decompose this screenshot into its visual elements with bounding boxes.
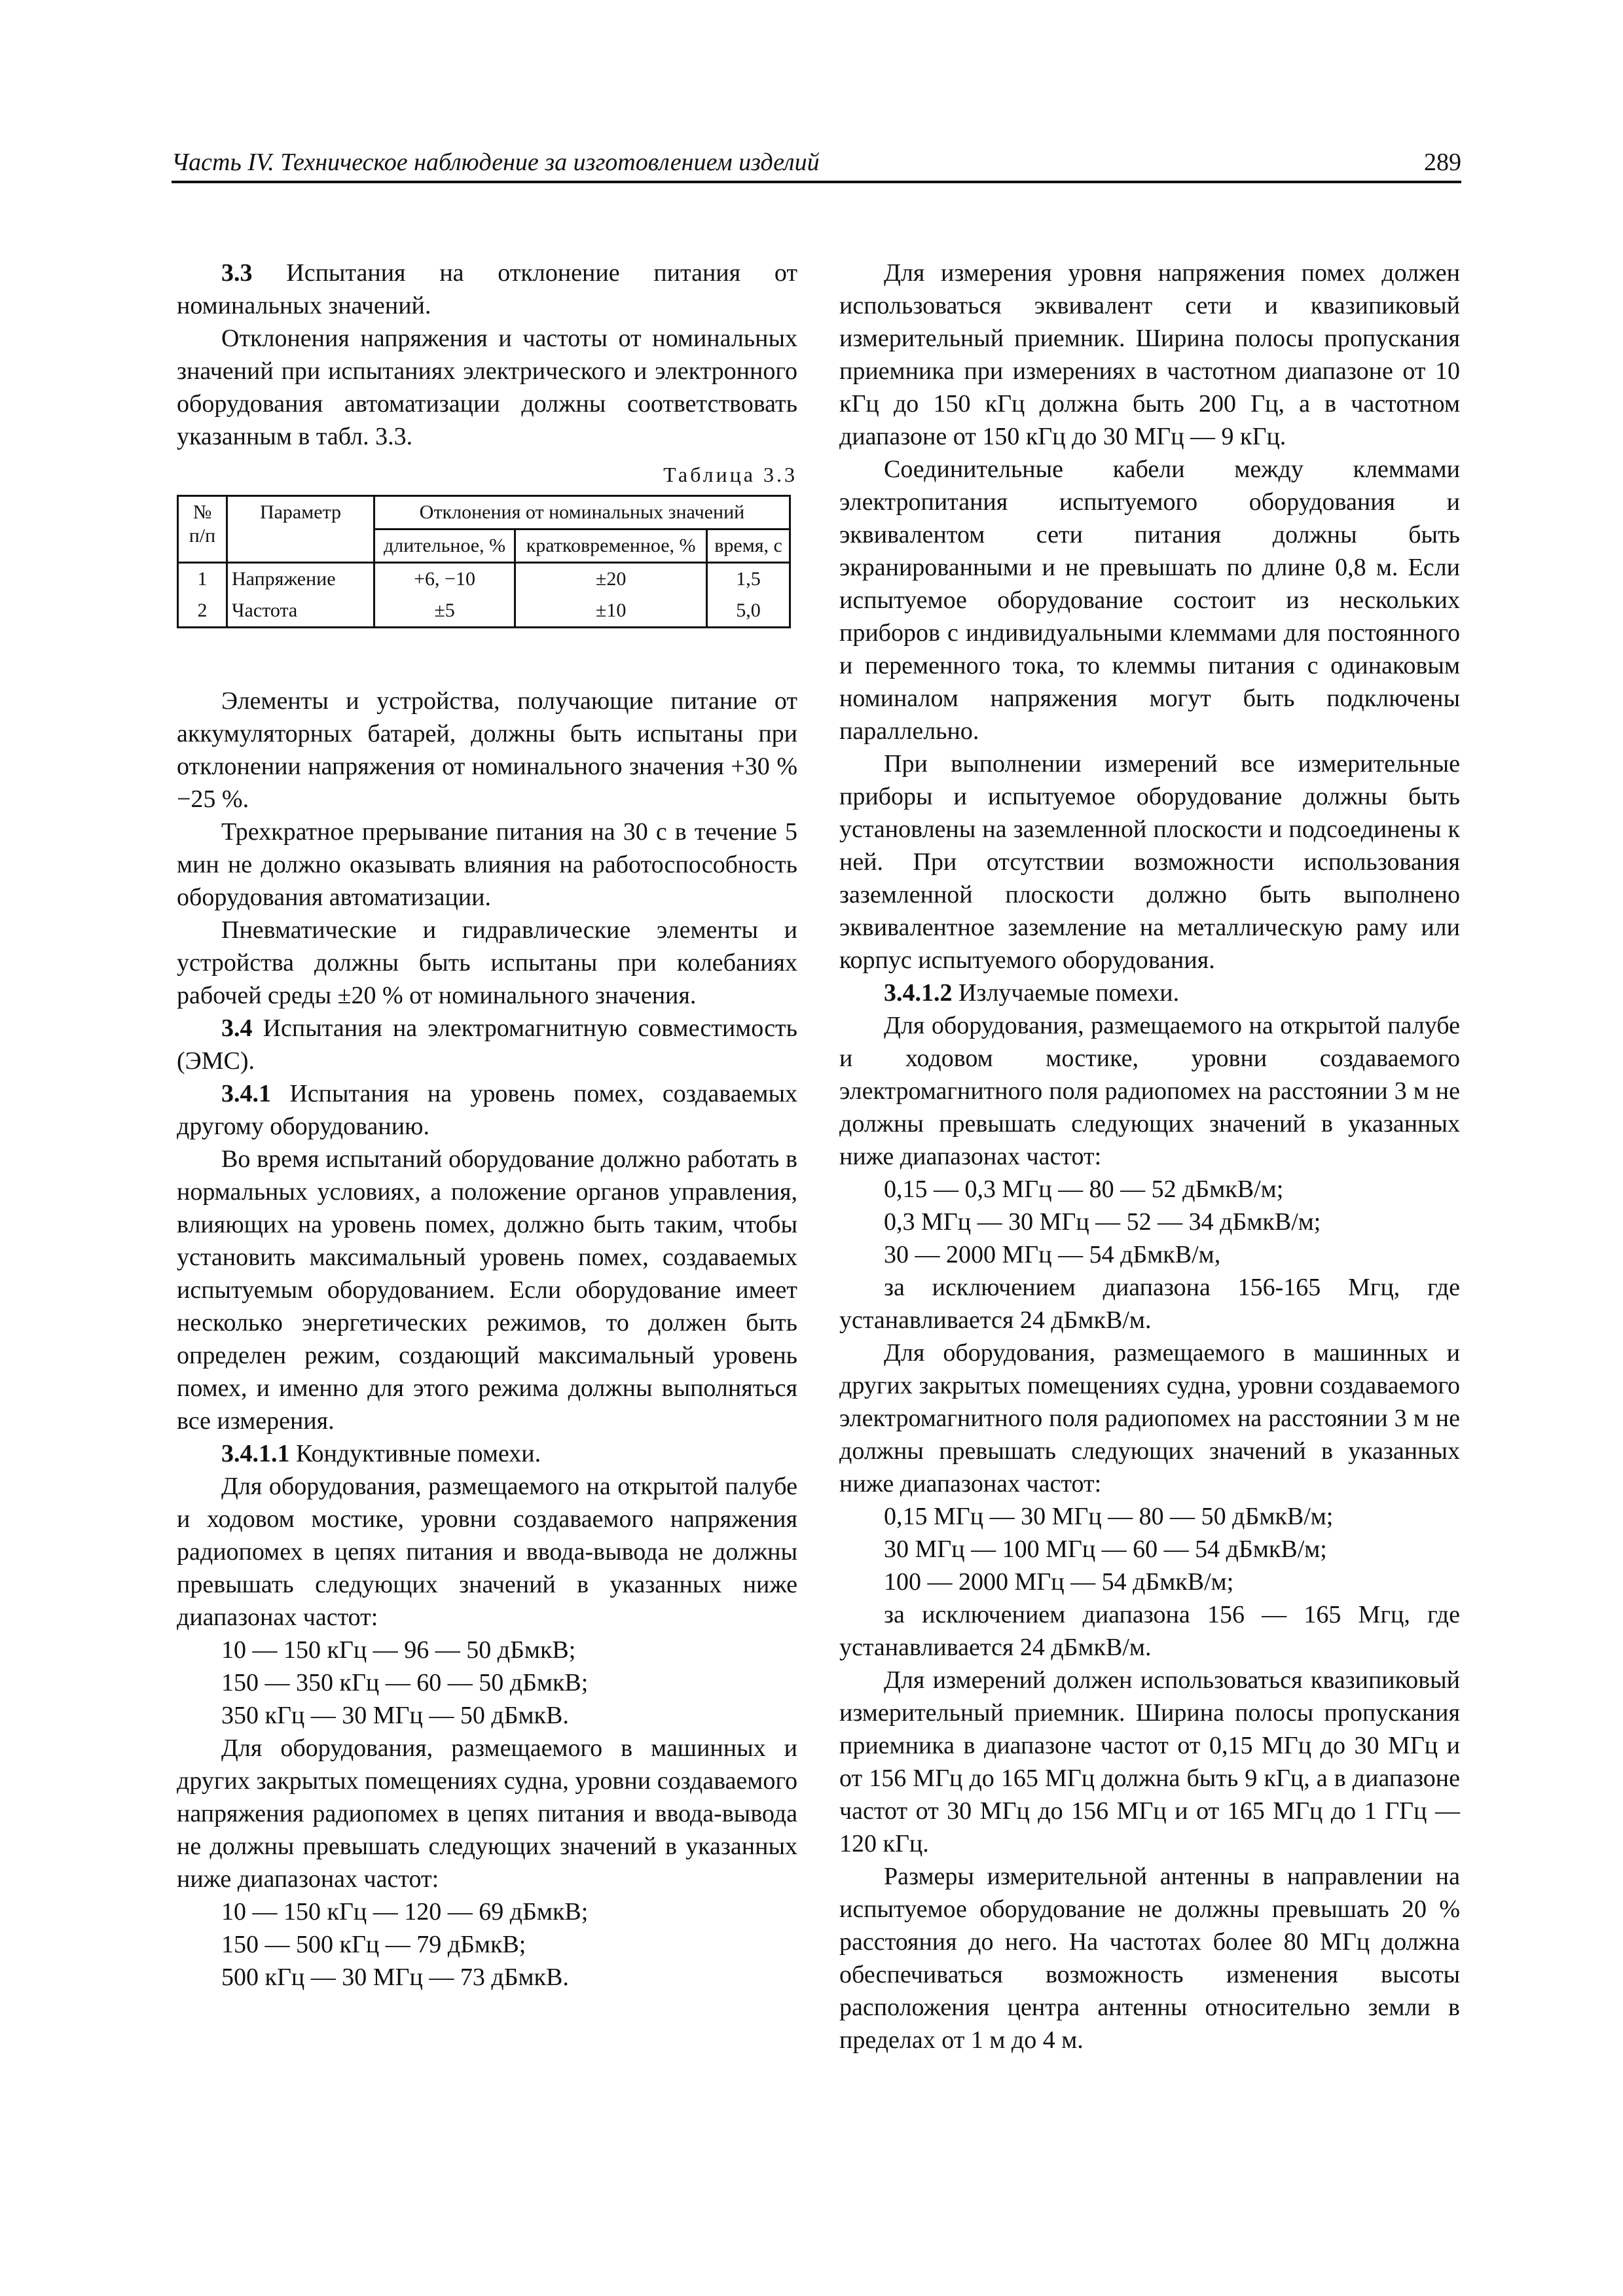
list-item: 150 — 500 кГц — 79 дБмкВ; [221, 1931, 526, 1958]
table-caption: Таблица 3.3 [663, 463, 797, 486]
paragraph: Для оборудования, размещаемого в машинных и других закрытых помещениях судна, уровни создаваемого напряжения радиопомех в цепях питания и ввода-вывода не должны превышать следующих значений в указанных ниже диапазонах частот: [177, 1734, 797, 1893]
list-item: 350 кГц — 30 МГц — 50 дБмкВ. [221, 1702, 569, 1729]
table-header-time: время, с [707, 529, 790, 563]
paragraph: При выполнении измерений все измерительные приборы и испытуемое оборудование должны быть установлены на заземленной плоскости и подсоединены к ней. При отсутствии возможности использования заземленной плоскости должно быть выполнено эквивалентное заземление на металлическую раму или корпус испытуемого оборудования. [839, 750, 1460, 974]
page-number: 289 [1424, 149, 1461, 176]
table-header-short: кратковременное, % [515, 529, 707, 563]
section-3-4-1-2-heading [839, 977, 1460, 1009]
section-3-4-heading [177, 1012, 797, 1077]
cell-long: ±5 [374, 595, 515, 628]
list-item: 150 — 350 кГц — 60 — 50 дБмкВ; [221, 1669, 589, 1696]
paragraph: Для измерений должен использоваться квазипиковый измерительный приемник. Ширина полосы пропускания приемника в диапазоне частот от 0,15 МГц до 30 МГц и от 156 МГц до 165 МГц должна быть 9 кГц, а в диапазоне частот от 30 МГц до 156 МГц и от 165 МГц до 1 ГГц — 120 кГц. [839, 1666, 1460, 1857]
section-number: 3.3 [221, 259, 253, 287]
section-title: Испытания на уровень помех, создаваемых другому оборудованию. [177, 1080, 797, 1140]
running-header [172, 143, 1461, 183]
cell-num: 1 [178, 563, 227, 596]
list-item: 10 — 150 кГц — 120 — 69 дБмкВ; [221, 1898, 589, 1926]
section-3-3-heading [177, 257, 797, 322]
list-item: 30 — 2000 МГц — 54 дБмкВ/м, [884, 1241, 1221, 1268]
section-title: Испытания на электромагнитную совместимость (ЭМС). [177, 1014, 797, 1075]
section-number: 3.4.1 [221, 1080, 271, 1107]
table-header-deviation: Отклонения от номинальных значений [374, 496, 790, 529]
list-item: 100 — 2000 МГц — 54 дБмкВ/м; [884, 1568, 1234, 1596]
cell-short: ±10 [515, 595, 707, 628]
list-item: 500 кГц — 30 МГц — 73 дБмкВ. [221, 1964, 569, 1991]
cell-long: +6, −10 [374, 563, 515, 596]
cell-time: 1,5 [707, 563, 790, 596]
paragraph: Для оборудования, размещаемого на открытой палубе и ходовом мостике, уровни создаваемого электромагнитного поля радиопомех на расстоянии 3 м не должны превышать следующих значений в указанных ниже диапазонах частот: [839, 1012, 1460, 1170]
section-number: 3.4.1.1 [221, 1440, 290, 1467]
list-item: 10 — 150 кГц — 96 — 50 дБмкВ; [221, 1636, 576, 1664]
section-title: Испытания на отклонение питания от номинальных значений. [177, 259, 797, 319]
paragraph: за исключением диапазона 156 — 165 Мгц, где устанавливается 24 дБмкВ/м. [839, 1601, 1460, 1661]
paragraph: Для оборудования, размещаемого в машинных и других закрытых помещениях судна, уровни создаваемого электромагнитного поля радиопомех на расстоянии 3 м не должны превышать следующих значений в указанных ниже диапазонах частот: [839, 1339, 1460, 1498]
list-item: 0,3 МГц — 30 МГц — 52 — 34 дБмкВ/м; [884, 1208, 1321, 1236]
paragraph: Размеры измерительной антенны в направлении на испытуемое оборудование не должны превышать 20 % расстояния до него. На частотах более 80 МГц должна обеспечиваться возможность изменения высоты расположения центра антенны относительно земли в пределах от 1 м до 4 м. [839, 1863, 1460, 2054]
paragraph: за исключением диапазона 156-165 Мгц, где устанавливается 24 дБмкВ/м. [839, 1274, 1460, 1334]
paragraph: Пневматические и гидравлические элементы и устройства должны быть испытаны при колебаниях рабочей среды ±20 % от номинального значения. [177, 916, 797, 1009]
table-row [178, 595, 790, 628]
cell-param: Напряжение [227, 563, 374, 596]
table-header-num: № п/п [178, 496, 227, 563]
paragraph: Элементы и устройства, получающие питание от аккумуляторных батарей, должны быть испытаны при отклонении напряжения от номинального значения +30 % −25 %. [177, 687, 797, 813]
paragraph: Соединительные кабели между клеммами электропитания испытуемого оборудования и эквивалентом сети питания должны быть экранированными и не превышать по длине 0,8 м. Если испытуемое оборудование состоит из нескольких приборов с индивидуальными клеммами для постоянного и переменного тока, то клеммы питания с одинаковым номиналом напряжения могут быть подключены параллельно. [839, 456, 1460, 745]
section-title: Излучаемые помехи. [952, 979, 1180, 1007]
cell-num: 2 [178, 595, 227, 628]
right-column [839, 257, 1460, 2056]
section-3-4-1-heading [177, 1077, 797, 1143]
cell-time: 5,0 [707, 595, 790, 628]
list-item: 30 МГц — 100 МГц — 60 — 54 дБмкВ/м; [884, 1535, 1327, 1563]
paragraph: Для оборудования, размещаемого на открытой палубе и ходовом мостике, уровни создаваемого напряжения радиопомех в цепях питания и ввода-вывода не должны превышать следующих значений в указанных ниже диапазонах частот: [177, 1473, 797, 1631]
table-row [178, 563, 790, 596]
paragraph: Для измерения уровня напряжения помех должен использоваться эквивалент сети и квазипиковый измерительный приемник. Ширина полосы пропускания приемника при измерениях в частотном диапазоне от 10 кГц до 150 кГц должна быть 200 Гц, а в частотном диапазоне от 150 кГц до 30 МГц — 9 кГц. [839, 259, 1460, 450]
section-number: 3.4.1.2 [884, 979, 953, 1007]
deviation-table [177, 495, 791, 628]
paragraph: Отклонения напряжения и частоты от номинальных значений при испытаниях электрического и электронного оборудования автоматизации должны соответствовать указанным в табл. 3.3. [177, 325, 797, 450]
list-item: 0,15 МГц — 30 МГц — 80 — 50 дБмкВ/м; [884, 1503, 1334, 1530]
table-header-long: длительное, % [374, 529, 515, 563]
cell-short: ±20 [515, 563, 707, 596]
header-title: Часть IV. Техническое наблюдение за изготовлением изделий [172, 149, 820, 176]
paragraph: Во время испытаний оборудование должно работать в нормальных условиях, а положение органов управления, влияющих на уровень помех, должно быть таким, чтобы установить максимальный уровень помех, создаваемых испытуемым оборудованием. Если оборудование имеет несколько энергетических режимов, то должен быть определен режим, создающий максимальный уровень помех, и именно для этого режима должны выполняться все измерения. [177, 1145, 797, 1435]
table-header-param: Параметр [227, 496, 374, 563]
section-3-4-1-1-heading [177, 1437, 797, 1470]
section-number: 3.4 [221, 1014, 253, 1042]
section-title: Кондуктивные помехи. [289, 1440, 541, 1467]
list-item: 0,15 — 0,3 МГц — 80 — 52 дБмкВ/м; [884, 1175, 1284, 1203]
paragraph: Трехкратное прерывание питания на 30 с в течение 5 мин не должно оказывать влияния на работоспособность оборудования автоматизации. [177, 818, 797, 911]
left-column [177, 257, 797, 1994]
cell-param: Частота [227, 595, 374, 628]
